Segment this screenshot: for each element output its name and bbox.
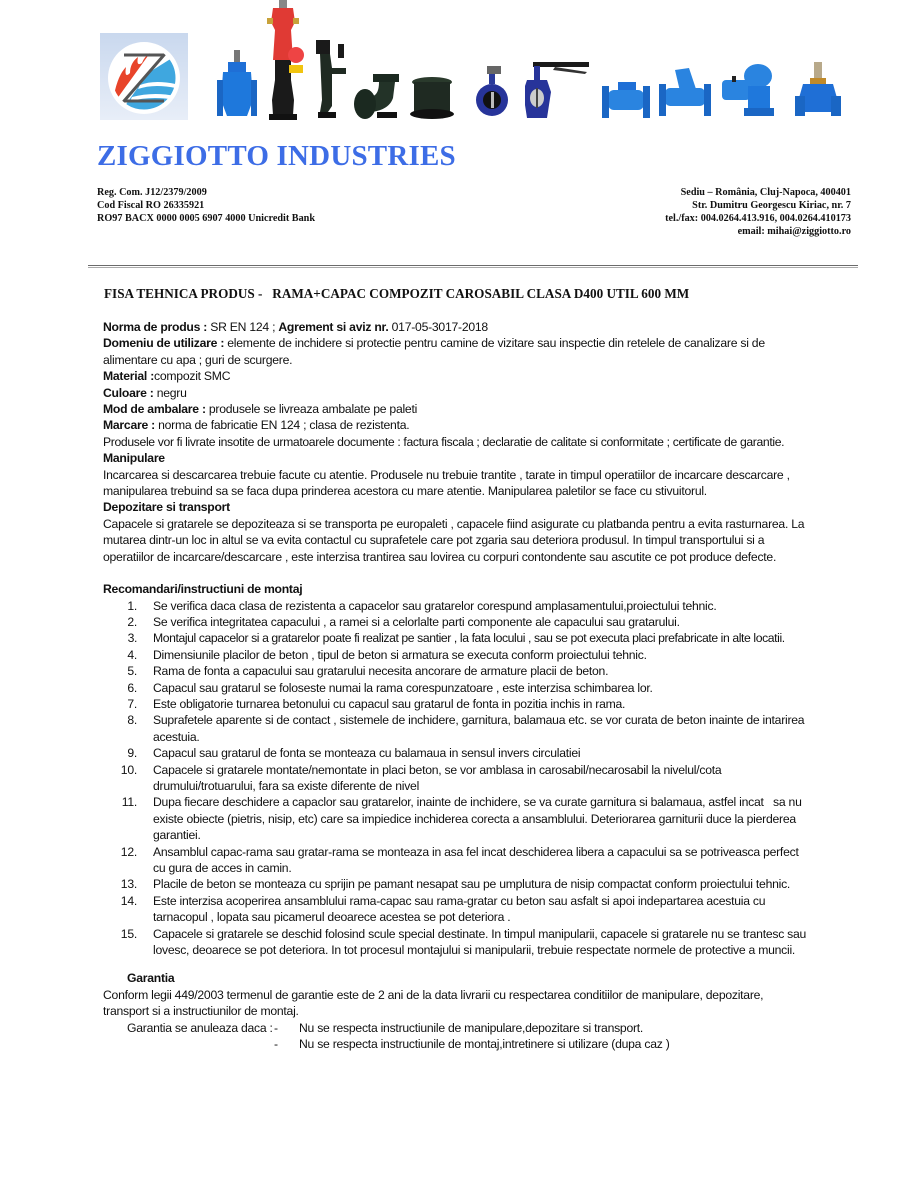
product-banner <box>97 0 847 125</box>
material-value: compozit SMC <box>154 369 231 384</box>
flanged-elbow-image <box>353 74 403 120</box>
easy-repair-badge <box>287 47 305 77</box>
butterfly-valve-gear-image <box>475 64 509 120</box>
norma-line <box>103 319 808 335</box>
domeniu-line <box>103 335 808 368</box>
step-number: 11. <box>121 795 137 810</box>
list-item <box>103 794 808 843</box>
material-line <box>103 368 808 384</box>
step-number: 6. <box>127 680 137 695</box>
step-text: Montajul capacelor si a gratarelor poate fi realizat pe santier , la fata locului , sau se pot executa placi prefabricate in alte locatii. <box>153 631 785 646</box>
step-number: 4. <box>127 647 137 662</box>
step-text: Este obligatorie turnarea betonului cu capacul sau gratarul de fonta in pozitia inchis in rama. <box>153 696 626 711</box>
step-text: Rama de fonta a capacului sau gratarului necesita ancorare de armature placii de beton. <box>153 664 609 679</box>
logo-emblem-icon <box>100 33 188 120</box>
street: Str. Dumitru Georgescu Kiriac, nr. 7 <box>692 200 851 211</box>
step-number: 5. <box>127 664 137 679</box>
manipulare-text: Incarcarea si descarcarea trebuie facute cu atentie. Produsele nu trebuie trantite , tarate in timpul operatiilor de incarcare descarcare , manipularea trebuind sa se faca dupa prinderea acestora cu mare atentie. Manipularea paletilor se face cu stivuitorul. <box>103 467 790 499</box>
spacer <box>103 565 808 581</box>
check-valve-image <box>602 80 650 120</box>
step-number: 15. <box>120 926 137 941</box>
step-number: 7. <box>127 696 137 711</box>
list-item <box>103 926 808 959</box>
list-item <box>103 663 808 679</box>
step-number: 10. <box>120 762 137 777</box>
valve-box-image <box>410 76 454 120</box>
garantia-text: Conform legii 449/2003 termenul de garantie este de 2 ani de la data livrarii cu respectarea conditiilor de manipulare, depozitare, transport si a instructiunilor de montaj. <box>103 987 764 1019</box>
depozitare-heading <box>103 499 808 515</box>
bank-account: RO97 BACX 0000 0005 6907 4000 Unicredit Bank <box>97 213 316 224</box>
step-text: Capacul sau gratarul de fonta se monteaza cu balamaua in sensul invers circulatiei <box>153 746 581 761</box>
garantia-section <box>103 970 808 1052</box>
email: email: mihai@ziggiotto.ro <box>737 226 851 237</box>
norma-value: SR EN 124 ; <box>207 320 279 334</box>
step-text: Capacele si gratarele montate/nemontate in placi beton, se vor amblasa in carosabil/necarosabil la nivelul/cota drumului/trotuarului, fara sa existe diferente de nivel <box>153 762 722 793</box>
cod-fiscal: Cod Fiscal RO 26335921 <box>97 200 205 211</box>
air-valve-image <box>722 62 776 120</box>
list-item <box>103 598 808 614</box>
step-number: 12. <box>120 844 137 859</box>
domeniu-label: Domeniu de utilizare : <box>103 336 225 351</box>
void-conditions-list <box>274 1020 808 1053</box>
y-strainer-image <box>659 68 711 120</box>
ambalare-value: produsele se livreaza ambalate pe paleti <box>205 402 418 417</box>
step-text: Ansamblul capac-rama sau gratar-rama se monteaza in asa fel incat deschiderea libera a capacului sa se potriveasca perfect cu gura de acces in camin. <box>153 844 799 875</box>
domeniu-value: elemente de inchidere si protectie pentru camine de vizitare sau inspectie din retelele de canalizare si de alimentare cu apa ; guri de scurgere. <box>103 336 765 367</box>
list-item <box>103 712 808 745</box>
list-item <box>103 630 808 646</box>
step-text: Suprafetele aparente si de contact , sistemele de inchidere, garnitura, balamaua etc. se vor curata de beton inainte de intarirea acestuia. <box>153 713 805 744</box>
list-item <box>103 844 808 877</box>
step-text: Este interzisa acoperirea ansamblului rama-capac sau rama-gratar cu beton sau asfalt si apoi indepartarea acestuia cu tarnacopul , lopata sau picamerul deoarece acestea se pot deteriora . <box>153 893 766 925</box>
list-item <box>103 696 808 712</box>
list-item <box>103 893 808 926</box>
marcare-label: Marcare : <box>103 418 155 433</box>
document-body <box>103 319 808 1052</box>
company-name: ZIGGIOTTO INDUSTRIES <box>97 140 456 172</box>
list-item <box>103 680 808 696</box>
step-text: Capacele si gratarele se deschid folosind scule special destinate. In timpul manipularii, capacele si gratarele nu se trantesc sau lovesc, deoarece se pot deteriora. In tot procesul montajului si manipularii, trebuie respectate normele de protective a muncii. <box>153 926 807 958</box>
montaj-steps-list <box>103 598 808 959</box>
manipulare-heading <box>103 450 808 466</box>
ambalare-line <box>103 401 808 417</box>
garantia-void-conditions <box>127 1020 808 1053</box>
garantia-void-label: Garantia se anuleaza daca : <box>127 1020 273 1035</box>
step-text: Dupa fiecare deschidere a capaclor sau gratarelor, inainte de inchidere, se va curate garnitura si balamaua, astfel incat sa nu existe obiecte (pietris, nisip, etc) care sa impiedice inchiderea corecta a ansamblului. Deteriorarea garniturii duce la pierderea garantiei. <box>153 795 805 843</box>
house-connection-valve-image <box>795 62 841 120</box>
void-condition-text: Nu se respecta instructiunile de montaj,intretinere si utilizare (dupa caz ) <box>299 1037 670 1052</box>
ziggiotto-logo <box>100 33 188 120</box>
step-text: Se verifica daca clasa de rezistenta a capacelor sau gratarelor corespund amplasamentului,proiectului tehnic. <box>153 598 717 613</box>
list-item <box>103 647 808 663</box>
step-number: 14. <box>120 893 137 908</box>
step-number: 1. <box>127 598 137 613</box>
underground-hydrant-image <box>312 40 352 120</box>
company-address <box>665 186 851 238</box>
step-number: 9. <box>127 746 137 761</box>
step-text: Se verifica integritatea capacului , a ramei si a celorlalte parti componente ale capacului sau gratarului. <box>153 614 680 629</box>
garantia-heading <box>127 970 808 986</box>
montaj-heading-text: Recomandari/instructiuni de montaj <box>103 582 303 597</box>
list-item <box>103 876 808 892</box>
garantia-heading-text: Garantia <box>127 971 175 986</box>
depozitare-text: Capacele si gratarele se depoziteaza si se transporta pe europaleti , capacele fiind asigurate cu platbanda pentru a evita rasturnarea. La mutarea dintr-un loc in altul se va evita contactul cu suprafetele care pot zgaria sau deteriora produsul. In timpul transportului si a operatiilor de incarcare/descarcare , este interzisa trantirea sau lovirea cu corpuri contondente sau ascutite ce pot produce defecte. <box>103 516 805 564</box>
ambalare-label: Mod de ambalare : <box>103 402 206 417</box>
culoare-line <box>103 385 808 401</box>
reg-com: Reg. Com. J12/2379/2009 <box>97 187 207 198</box>
list-item <box>103 762 808 795</box>
step-text: Dimensiunile placilor de beton , tipul de beton si armatura se executa conform proiectului tehnic. <box>153 647 647 662</box>
agrement-label: Agrement si aviz nr. <box>278 320 389 334</box>
gate-valve-image <box>217 50 257 120</box>
norma-label: Norma de produs : <box>103 320 208 334</box>
bullet-dash: - <box>274 1020 278 1035</box>
documente-line: Produsele vor fi livrate insotite de urmatoarele documente : factura fiscala ; declaratie de calitate si conformitate ; certificate de garantie. <box>103 434 785 449</box>
list-item <box>103 614 808 630</box>
step-text: Placile de beton se monteaza cu sprijin pe pamant nesapat sau pe umplutura de nisip compactat conform proiectului tehnic. <box>153 877 791 892</box>
depozitare-heading-text: Depozitare si transport <box>103 500 230 515</box>
list-item <box>274 1020 808 1036</box>
header-divider <box>88 265 858 268</box>
manipulare-heading-text: Manipulare <box>103 451 165 466</box>
agrement-value: 017-05-3017-2018 <box>388 320 488 334</box>
headquarters: Sediu – România, Cluj-Napoca, 400401 <box>680 187 851 198</box>
list-item <box>103 745 808 761</box>
material-label: Material : <box>103 369 155 384</box>
document-title: FISA TEHNICA PRODUS - RAMA+CAPAC COMPOZIT CAROSABIL CLASA D400 UTIL 600 MM <box>104 286 690 301</box>
montaj-heading <box>103 581 808 597</box>
company-registration <box>97 186 315 225</box>
step-text: Capacul sau gratarul se foloseste numai la rama corespunzatoare , este interzisa schimbarea lor. <box>153 680 653 695</box>
step-number: 13. <box>120 877 137 892</box>
culoare-value: negru <box>153 385 187 400</box>
step-number: 2. <box>127 614 137 629</box>
bullet-dash: - <box>274 1037 278 1052</box>
marcare-line <box>103 417 808 433</box>
step-number: 8. <box>127 713 137 728</box>
butterfly-valve-lever-image <box>525 62 591 120</box>
step-number: 3. <box>127 631 137 646</box>
list-item <box>274 1036 808 1052</box>
culoare-label: Culoare : <box>103 385 154 400</box>
marcare-value: norma de fabricatie EN 124 ; clasa de rezistenta. <box>154 418 410 433</box>
phone-fax: tel./fax: 004.0264.413.916, 004.0264.410173 <box>665 213 851 224</box>
void-condition-text: Nu se respecta instructiunile de manipulare,depozitare si transport. <box>299 1020 644 1035</box>
